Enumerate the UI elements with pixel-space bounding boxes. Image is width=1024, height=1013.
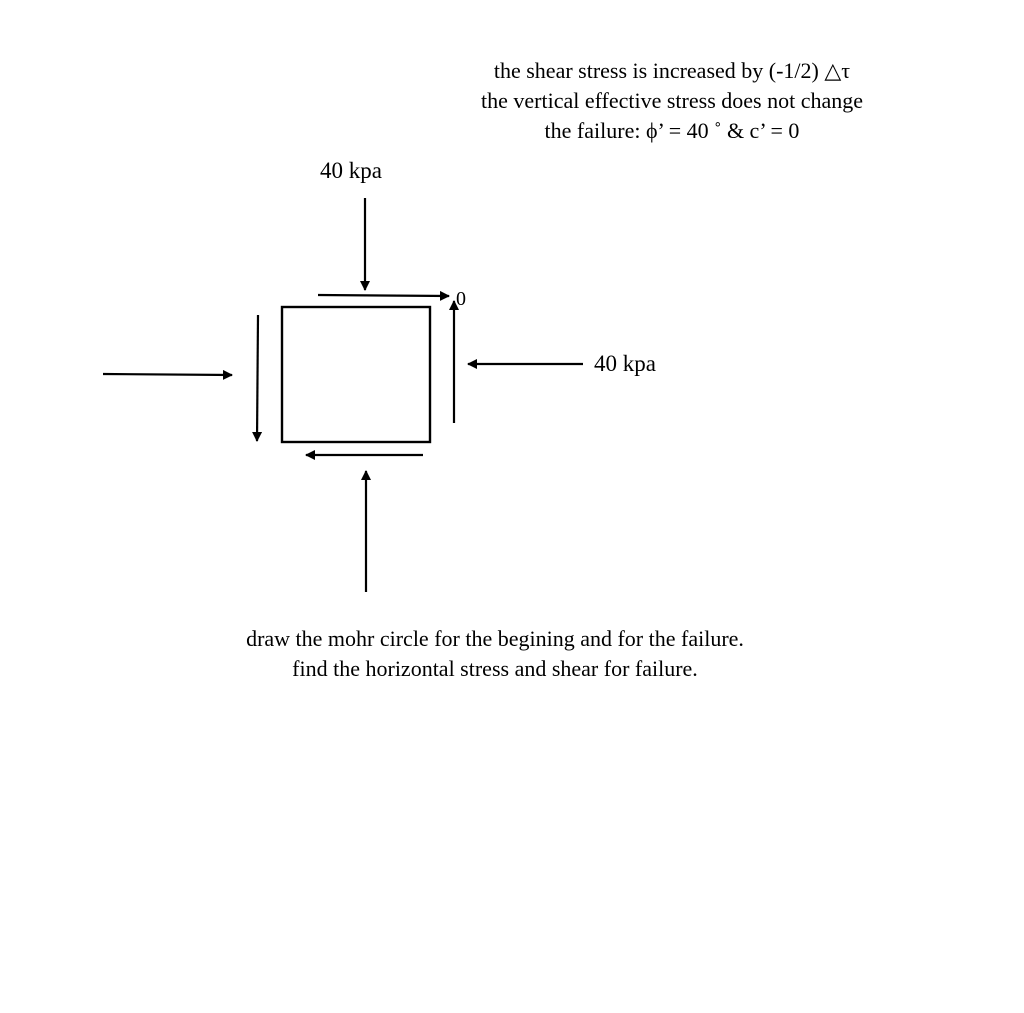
right-load-label: 40 kpa xyxy=(594,351,656,376)
left-shear-arrow xyxy=(257,315,258,441)
problem-tasks xyxy=(150,624,840,684)
top-shear-arrow xyxy=(318,295,449,296)
condition-failure-criteria: the failure: ϕ’ = 40 ˚ & c’ = 0 xyxy=(544,118,800,143)
condition-vertical-stress: the vertical effective stress does not change xyxy=(481,88,863,113)
task-find-stress-shear: find the horizontal stress and shear for failure. xyxy=(292,656,698,681)
problem-conditions xyxy=(412,56,932,146)
corner-shear-label: 0 xyxy=(456,288,466,310)
condition-shear-increase: the shear stress is increased by (-1/2) △τ xyxy=(493,58,851,83)
soil-element-square xyxy=(282,307,430,442)
top-load-label: 40 kpa xyxy=(320,158,382,183)
task-draw-mohr-circle: draw the mohr circle for the begining and for the failure. xyxy=(246,626,744,651)
left-normal-stress-arrow xyxy=(103,374,232,375)
